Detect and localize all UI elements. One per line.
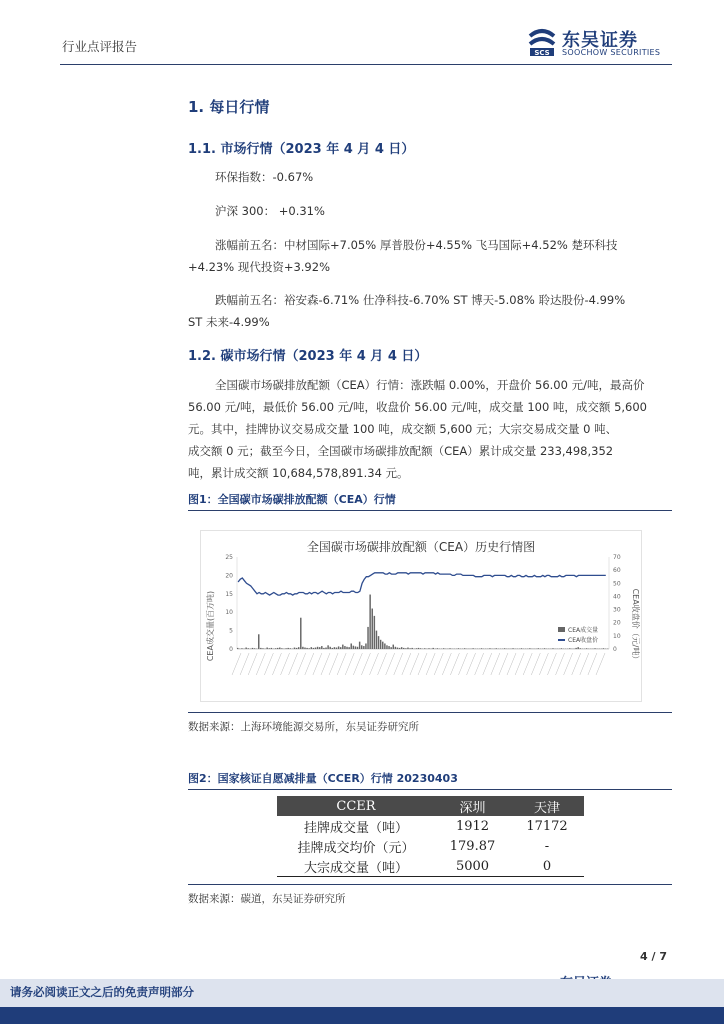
bar [380, 640, 381, 649]
bar [378, 636, 379, 649]
bar [393, 645, 394, 649]
bar [418, 648, 419, 649]
bar [384, 643, 385, 649]
bar [365, 643, 366, 649]
bar [327, 645, 328, 649]
legend-label-price: CEA收盘价 [568, 637, 599, 644]
ccer-header-row [277, 796, 584, 816]
bar [279, 648, 280, 649]
figure1-source: 数据来源：上海环境能源交易所，东吴证券研究所 [188, 721, 419, 733]
bar [399, 648, 400, 649]
y-tick-label-right: 20 [613, 619, 621, 627]
bar [306, 648, 307, 649]
bar [575, 648, 576, 649]
x-tick-label [450, 653, 459, 675]
page-number: 4 / 7 [640, 950, 667, 963]
bar [521, 648, 522, 649]
bar [353, 646, 354, 649]
bar [325, 648, 326, 649]
bar [407, 648, 408, 649]
bar [262, 648, 263, 649]
subsection-title-market: 1.1. 市场行情（2023 年 4 月 4 日） [188, 142, 415, 157]
bar [237, 648, 238, 649]
bar [464, 648, 465, 649]
x-tick-label [588, 653, 597, 675]
y-tick-label-right: 10 [613, 632, 621, 640]
bar [241, 648, 242, 649]
bar [321, 646, 322, 649]
bar [580, 648, 581, 649]
x-tick-label [329, 653, 338, 675]
x-tick-label [531, 653, 540, 675]
bar [348, 647, 349, 649]
disclaimer-link[interactable]: 请务必阅读正文之后的免责声明部分 [10, 985, 194, 999]
cea-chart-frame [200, 530, 642, 702]
bar [302, 647, 303, 649]
bar [496, 648, 497, 649]
x-tick-label [580, 653, 589, 675]
bar [374, 616, 375, 649]
ccer-row-label: 大宗成交量（吨） [277, 856, 435, 877]
bar [290, 648, 291, 649]
bar [544, 648, 545, 649]
bar [258, 634, 259, 649]
x-tick-label [305, 653, 314, 675]
bar [260, 648, 261, 649]
y-tick-label-left: 0 [229, 646, 233, 653]
x-tick-label [572, 653, 581, 675]
hs300-line: 沪深 300： +0.31% [215, 204, 325, 218]
bar [338, 646, 339, 649]
bar [269, 648, 270, 649]
ccer-header-cell: CCER [277, 796, 435, 816]
x-tick-label [434, 653, 443, 675]
bar [308, 648, 309, 649]
bar [388, 646, 389, 649]
y-tick-label-left: 15 [225, 590, 233, 598]
bar [437, 648, 438, 649]
bar [313, 648, 314, 649]
x-tick-label [556, 653, 565, 675]
y-tick-label-left: 5 [229, 627, 233, 635]
header-rule [60, 64, 672, 65]
logo-english-name: SOOCHOW SECURITIES [562, 48, 661, 57]
bar [603, 648, 604, 649]
bar [449, 648, 450, 649]
gainers-line-1: 涨幅前五名：中材国际+7.05% 厚普股份+4.55% 飞马国际+4.52% 楚环科技 [215, 238, 618, 252]
bar [372, 609, 373, 649]
price-line [238, 573, 606, 595]
y-tick-label-right: 60 [613, 567, 621, 575]
x-tick-label [483, 653, 492, 675]
subsection-title-carbon: 1.2. 碳市场行情（2023 年 4 月 4 日） [188, 349, 428, 364]
bar [346, 647, 347, 649]
bar [294, 648, 295, 649]
x-tick-label [313, 653, 322, 675]
bar [298, 647, 299, 649]
bar [428, 648, 429, 649]
x-tick-label [507, 653, 516, 675]
bar [538, 648, 539, 649]
bar [252, 648, 253, 649]
x-tick-label [370, 653, 379, 675]
bar [361, 645, 362, 649]
chart-title: 全国碳市场碳排放配额（CEA）历史行情图 [306, 540, 536, 554]
bar [319, 647, 320, 649]
chart-legend [558, 626, 598, 644]
carbon-para-line-3: 元。其中，挂牌协议交易成交量 100 吨，成交额 5,600 元；大宗交易成交量 0 吨、 [188, 422, 618, 436]
bar [275, 648, 276, 649]
bar [458, 648, 459, 649]
bar [390, 647, 391, 649]
bar [586, 648, 587, 649]
bar [332, 648, 333, 649]
bar [329, 647, 330, 649]
x-tick-label [378, 653, 387, 675]
x-tick-label [458, 653, 467, 675]
figure1-top-rule [188, 510, 672, 511]
y-axis-right-label: CEA收盘价（元/吨） [631, 588, 640, 664]
bar [369, 595, 370, 649]
bar [397, 648, 398, 649]
bar [409, 648, 410, 649]
section-title: 1. 每日行情 [188, 98, 270, 116]
bar [529, 648, 530, 649]
bar [504, 648, 505, 649]
table-row [277, 856, 584, 877]
losers-line-2: ST 未来-4.99% [188, 315, 270, 329]
ccer-cell: 17172 [526, 818, 568, 834]
x-tick-label [539, 653, 548, 675]
x-tick-label [499, 653, 508, 675]
ccer-cell: 1912 [455, 818, 490, 834]
x-tick-label [564, 653, 573, 675]
bar [363, 646, 364, 649]
x-tick-label [272, 653, 281, 675]
bar [334, 647, 335, 649]
logo-chinese-name: 东吴证券 [562, 30, 638, 51]
bar [359, 642, 360, 649]
cea-chart [201, 531, 641, 701]
bar [386, 645, 387, 649]
bar [300, 618, 301, 649]
x-tick-label [321, 653, 330, 675]
bar [512, 648, 513, 649]
carbon-para-line-2: 56.00 元/吨，最低价 56.00 元/吨，收盘价 56.00 元/吨，成交量 100 吨，成交额 5,600 [188, 400, 648, 414]
bar [432, 648, 433, 649]
y-tick-label-right: 30 [613, 606, 621, 614]
ccer-row-label: 挂牌成交量（吨） [303, 820, 408, 836]
bar [552, 648, 553, 649]
y-tick-label-right: 70 [613, 554, 621, 561]
y-tick-label-right: 40 [613, 593, 621, 601]
x-tick-label [386, 653, 395, 675]
x-tick-label [281, 653, 290, 675]
x-tick-label [467, 653, 476, 675]
figure1-bottom-rule [188, 712, 672, 713]
ccer-header-cell: 深圳 [435, 796, 510, 816]
y-tick-label-right: 0 [613, 646, 617, 653]
figure2-caption: 图2：国家核证自愿减排量（CCER）行情 20230403 [188, 772, 458, 785]
ccer-cell: 0 [510, 856, 584, 877]
figure2-bottom-rule [188, 884, 672, 885]
x-tick-label [523, 653, 532, 675]
x-tick-label [402, 653, 411, 675]
x-tick-label [442, 653, 451, 675]
bar [443, 648, 444, 649]
x-tick-label [361, 653, 370, 675]
bar [254, 648, 255, 649]
bar [323, 648, 324, 649]
legend-swatch-volume [558, 627, 565, 632]
figure1-caption: 图1：全国碳市场碳排放配额（CEA）行情 [188, 493, 396, 506]
x-tick-label [289, 653, 298, 675]
figure2-source: 数据来源：碳道，东吴证券研究所 [188, 893, 346, 905]
figure2-top-rule [188, 789, 672, 790]
y-tick-label-left: 10 [225, 609, 233, 617]
bar [344, 646, 345, 649]
bar [395, 647, 396, 649]
x-tick-label [491, 653, 500, 675]
legend-label-volume: CEA成交量 [568, 627, 599, 634]
x-tick-label [410, 653, 419, 675]
ccer-cell: 5000 [435, 856, 510, 877]
report-type-label: 行业点评报告 [62, 39, 138, 54]
bar [342, 645, 343, 649]
x-tick-label [426, 653, 435, 675]
x-tick-label [418, 653, 427, 675]
x-tick-label [394, 653, 403, 675]
bar [271, 648, 272, 649]
bar [489, 648, 490, 649]
company-logo [526, 26, 676, 60]
bar [594, 648, 595, 649]
bar [355, 646, 356, 649]
bar [577, 647, 578, 649]
y-tick-label-left: 20 [225, 572, 233, 580]
scs-logo-icon [526, 26, 558, 58]
y-tick-label-left: 25 [225, 554, 233, 561]
x-tick-label [232, 653, 241, 675]
y-axis-left-label: CEA成交量(百万吨) [206, 590, 215, 662]
env-index-line: 环保指数：-0.67% [215, 170, 314, 184]
y-tick-label-right: 50 [613, 580, 621, 588]
x-tick-label [297, 653, 306, 675]
x-tick-label [547, 653, 556, 675]
logo-mark: SCS [534, 49, 550, 57]
bar [340, 647, 341, 649]
x-tick-label [345, 653, 354, 675]
x-tick-label [515, 653, 524, 675]
bar [403, 648, 404, 649]
bar [411, 648, 412, 649]
losers-line-1: 跌幅前五名：裕安森-6.71% 仕净科技-6.70% ST 博天-5.08% 聆达股份-4.99% [215, 293, 626, 307]
ccer-table [277, 796, 584, 877]
x-tick-label [248, 653, 257, 675]
bar [248, 648, 249, 649]
bar [405, 648, 406, 649]
bar [416, 648, 417, 649]
bar [472, 648, 473, 649]
bar [357, 647, 358, 649]
x-tick-label [337, 653, 346, 675]
x-tick-label [475, 653, 484, 675]
bar [382, 642, 383, 649]
bar [311, 647, 312, 649]
x-tick-label [596, 653, 605, 675]
table-row [277, 836, 584, 856]
bar [304, 648, 305, 649]
bar [401, 647, 402, 649]
bar [281, 648, 282, 649]
bar [296, 648, 297, 649]
x-tick-label [264, 653, 273, 675]
bar [317, 647, 318, 649]
bar [277, 648, 278, 649]
ccer-cell: - [544, 838, 550, 854]
x-tick-label [240, 653, 249, 675]
bar [481, 648, 482, 649]
ccer-header-cell: 天津 [510, 796, 584, 816]
bar [285, 648, 286, 649]
carbon-para-line-1: 全国碳市场碳排放配额（CEA）行情：涨跌幅 0.00%，开盘价 56.00 元/吨，最高价 [215, 378, 645, 392]
ccer-cell: 179.87 [449, 838, 496, 854]
bar [287, 648, 288, 649]
footer-bar [0, 1007, 724, 1024]
gainers-line-2: +4.23% 现代投资+3.92% [188, 260, 330, 274]
bar [424, 648, 425, 649]
bar [266, 648, 267, 649]
bar [367, 627, 368, 649]
bar [376, 631, 377, 649]
bar [350, 643, 351, 649]
bar [336, 648, 337, 649]
bar [245, 648, 246, 649]
carbon-para-line-4: 成交额 0 元；截至今日，全国碳市场碳排放配额（CEA）累计成交量 233,498,352 [188, 444, 614, 458]
bar [315, 648, 316, 649]
x-tick-label [353, 653, 362, 675]
carbon-para-line-5: 吨，累计成交额 10,684,578,891.34 元。 [188, 466, 409, 480]
bar [561, 648, 562, 649]
table-row [277, 816, 584, 836]
x-tick-label [256, 653, 265, 675]
ccer-row-label: 挂牌成交均价（元） [297, 840, 415, 856]
bar [569, 648, 570, 649]
bar [420, 648, 421, 649]
